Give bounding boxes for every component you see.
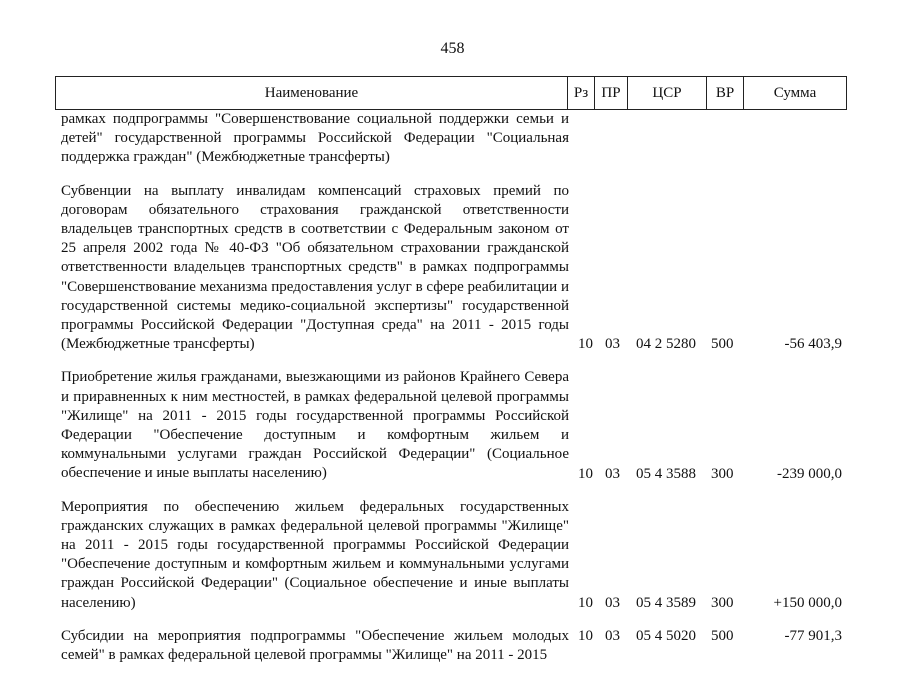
table-body [55, 110, 855, 679]
row-name: Приобретение жилья гражданами, выезжающими из районов Крайнего Севера и приравненных к ним местностей, в рамках федеральной целевой программы "Жилище" на 2011 - 2015 годы государственной программы Российской Федерации "Обеспечение доступным и комфортным жильем и коммунальными услугами граждан Российской Федерации" (Социальное обеспечение и иные выплаты населению) [61, 369, 569, 482]
row-pr: 03 [605, 465, 620, 482]
row-name: Субвенции на выплату инвалидам компенсаций страховых премий по договорам обязательного страхования гражданской ответственности владельцев транспортных средств в соответствии с Федеральным законом от 25 апреля 2002 года № 40-ФЗ "Об обязательном страховании гражданской ответственности владельцев транспортных средств" в рамках подпрограммы "Совершенствование механизма предоставления услуг в сфере реабилитации и государственной системы медико-социальной экспертизы" государственной программы Российской Федерации "Доступная среда" на 2011 - 2015 годы (Межбюджетные трансферты) [61, 182, 569, 353]
row-rz: 10 [578, 465, 593, 482]
table-row [55, 368, 855, 483]
row-name: Субсидии на мероприятия подпрограммы "Обеспечение жильем молодых семей" в рамках федеральной целевой программы "Жилище" на 2011 - 2015 [61, 627, 569, 664]
row-vr: 500 [711, 627, 734, 644]
header-rz: Рз [568, 77, 595, 110]
table-row [55, 627, 855, 665]
row-rz: 10 [578, 594, 593, 611]
row-sum: +150 000,0 [773, 594, 842, 611]
row-name: Мероприятия по обеспечению жильем федеральных государственных гражданских служащих в рамках федеральной целевой программы "Жилище" на 2011 - 2015 годы государственной программы Российской Федерации "Обеспечение доступным и комфортным жильем и коммунальными услугами граждан Российской Федерации" (Социальное обеспечение и иные выплаты населению) [61, 498, 569, 611]
row-vr: 300 [711, 465, 734, 482]
row-csr: 05 4 3589 [636, 594, 696, 611]
row-pr: 03 [605, 594, 620, 611]
row-csr: 04 2 5280 [636, 336, 696, 353]
row-pr: 03 [605, 627, 620, 644]
row-csr: 05 4 3588 [636, 465, 696, 482]
row-pr: 03 [605, 336, 620, 353]
row-sum: -77 901,3 [784, 627, 842, 644]
table-row [55, 110, 855, 168]
header-csr: ЦСР [628, 77, 707, 110]
table-row [55, 498, 855, 613]
row-sum: -239 000,0 [777, 465, 842, 482]
header-name: Наименование [56, 77, 568, 110]
row-rz: 10 [578, 336, 593, 353]
row-sum: -56 403,9 [784, 336, 842, 353]
row-name: рамках подпрограммы "Совершенствование социальной поддержки семьи и детей" государственной программы Российской Федерации "Социальная поддержка граждан" (Межбюджетные трансферты) [61, 111, 569, 166]
row-csr: 05 4 5020 [636, 627, 696, 644]
table-row [55, 182, 855, 355]
row-vr: 500 [711, 336, 734, 353]
header-sum: Сумма [744, 77, 847, 110]
page-number: 458 [440, 40, 465, 57]
header-pr: ПР [595, 77, 628, 110]
row-rz: 10 [578, 627, 593, 644]
table-header [55, 76, 847, 110]
row-vr: 300 [711, 594, 734, 611]
header-vr: ВР [707, 77, 744, 110]
